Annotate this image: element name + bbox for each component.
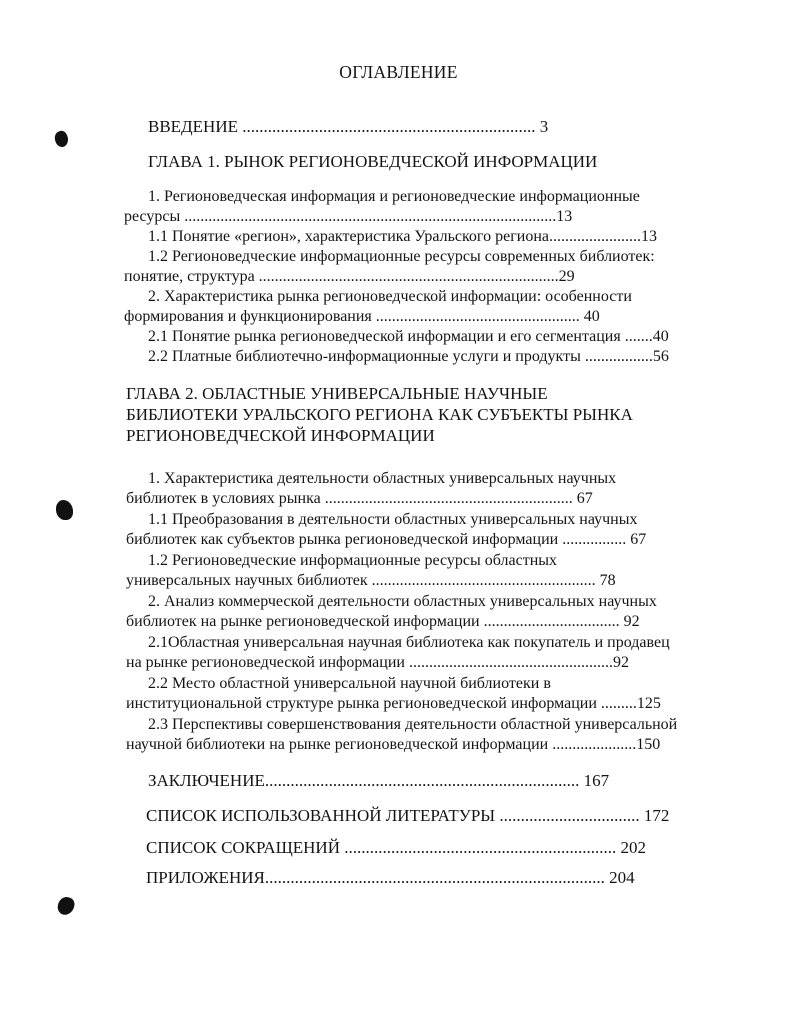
toc-entry-c2-2-3-line1: 2.3 Перспективы совершенствования деятельности областной универсальной [148, 716, 678, 733]
toc-entry-c2-2-1-line2: на рынке регионоведческой информации ...................................................92 [126, 654, 629, 671]
toc-entry-appendix: ПРИЛОЖЕНИЯ................................................................................ 204 [146, 868, 635, 887]
toc-entry-c2-2-line2: библиотек на рынке регионоведческой информации .................................. 92 [126, 613, 640, 630]
toc-entry-c2-2-2-line2: институциональной структуре рынка регионоведческой информации .........125 [126, 695, 661, 712]
toc-entry-c2-2-2-line1: 2.2 Место областной универсальной научной библиотеки в [148, 675, 551, 692]
toc-entry-c2-2-1-line1: 2.1Областная универсальная научная библиотека как покупатель и продавец [148, 634, 670, 651]
toc-chapter-2-title-line3: РЕГИОНОВЕДЧЕСКОЙ ИНФОРМАЦИИ [126, 426, 435, 445]
toc-entry-1-2-line1: 1.2 Регионоведческие информационные ресурсы современных библиотек: [148, 248, 655, 265]
toc-entry-1-1: 1.1 Понятие «регион», характеристика Уральского региона.......................13 [148, 228, 657, 245]
toc-entry-c2-1-line2: библиотек в условиях рынка .............................................................. 67 [126, 490, 593, 507]
toc-entry-2-line1: 2. Характеристика рынка регионоведческой информации: особенности [148, 288, 632, 305]
toc-entry-c2-1-line1: 1. Характеристика деятельности областных универсальных научных [148, 470, 617, 487]
toc-entry-2-1: 2.1 Понятие рынка регионоведческой информации и его сегментация .......40 [148, 328, 669, 345]
page-title: ОГЛАВЛЕНИЕ [339, 62, 458, 82]
punch-hole-mark [53, 129, 71, 148]
toc-entry-c2-2-line1: 2. Анализ коммерческой деятельности областных универсальных научных [148, 593, 657, 610]
toc-entry-c2-1-2-line1: 1.2 Регионоведческие информационные ресурсы областных [148, 552, 557, 569]
toc-entry-intro: ВВЕДЕНИЕ ..................................................................... 3 [148, 117, 549, 136]
toc-chapter-2-title-line1: ГЛАВА 2. ОБЛАСТНЫЕ УНИВЕРСАЛЬНЫЕ НАУЧНЫЕ [126, 384, 548, 403]
punch-hole-mark [56, 500, 73, 520]
toc-entry-1-2-line2: понятие, структура ...........................................................................29 [124, 268, 575, 285]
toc-entry-2-line2: формирования и функционирования ................................................... 40 [124, 308, 600, 325]
punch-hole-mark [56, 895, 76, 917]
toc-entry-conclusion: ЗАКЛЮЧЕНИЕ.......................................................................... 167 [148, 771, 610, 790]
toc-entry-c2-1-1-line2: библиотек как субъектов рынка регионоведческой информации ................ 67 [126, 531, 647, 548]
toc-entry-2-2: 2.2 Платные библиотечно-информационные услуги и продукты .................56 [148, 348, 669, 365]
toc-entry-c2-1-2-line2: универсальных научных библиотек ........................................................ 78 [126, 572, 616, 589]
toc-entry-c2-2-3-line2: научной библиотеки на рынке регионоведческой информации .....................150 [126, 736, 661, 753]
toc-entry-1-line2: ресурсы .............................................................................................13 [124, 208, 573, 225]
toc-chapter-2-title-line2: БИБЛИОТЕКИ УРАЛЬСКОГО РЕГИОНА КАК СУБЪЕКТЫ РЫНКА [126, 405, 633, 424]
toc-chapter-1-title: ГЛАВА 1. РЫНОК РЕГИОНОВЕДЧЕСКОЙ ИНФОРМАЦИИ [148, 152, 598, 171]
toc-entry-abbreviations: СПИСОК СОКРАЩЕНИЙ ................................................................ 202 [146, 838, 646, 857]
toc-entry-1-line1: 1. Регионоведческая информация и регионоведческие информационные [148, 188, 640, 205]
toc-entry-references: СПИСОК ИСПОЛЬЗОВАННОЙ ЛИТЕРАТУРЫ ................................. 172 [146, 806, 670, 825]
toc-entry-c2-1-1-line1: 1.1 Преобразования в деятельности областных универсальных научных [148, 511, 638, 528]
